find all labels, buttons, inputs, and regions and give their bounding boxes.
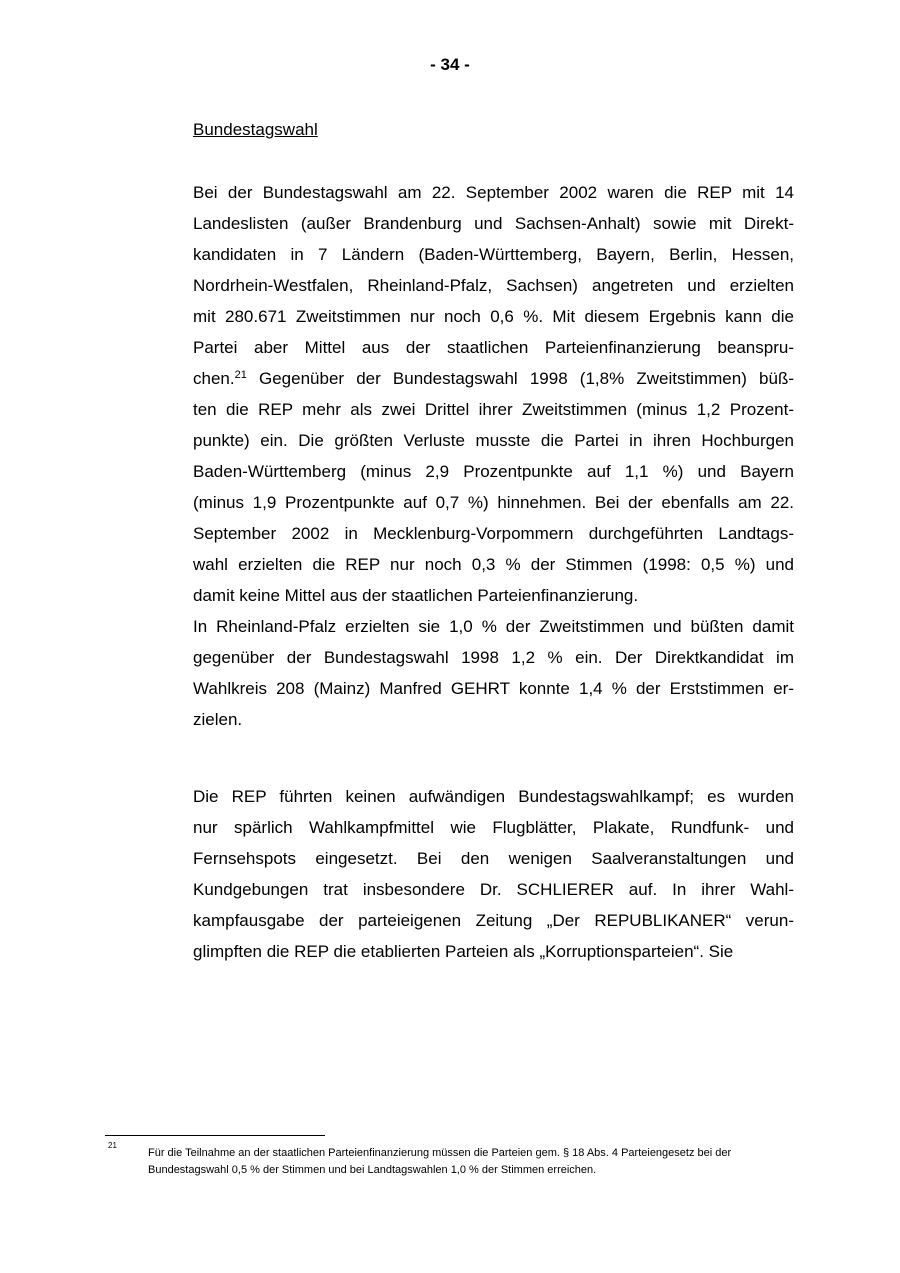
text-line: damit keine Mittel aus der staatlichen Parteienfinanzierung. bbox=[193, 586, 639, 605]
text-line: Partei aber Mittel aus der staatlichen Parteienfinanzierung beanspru- bbox=[193, 338, 794, 357]
text-line: (minus 1,9 Prozentpunkte auf 0,7 %) hinnehmen. Bei der ebenfalls am 22. bbox=[193, 493, 794, 512]
text-line: Fernsehspots eingesetzt. Bei den wenigen Saalveranstaltungen und bbox=[193, 849, 794, 868]
text-line-with-footnote bbox=[193, 363, 794, 394]
footnote-text bbox=[148, 1145, 796, 1179]
paragraph-election-results bbox=[193, 177, 794, 735]
text-line: Die REP führten keinen aufwändigen Bundestagswahlkampf; es wurden bbox=[193, 787, 794, 806]
text-line: Landeslisten (außer Brandenburg und Sachsen-Anhalt) sowie mit Direkt- bbox=[193, 214, 794, 233]
text-line: In Rheinland-Pfalz erzielten sie 1,0 % der Zweitstimmen und büßten damit bbox=[193, 617, 794, 636]
section-heading: Bundestagswahl bbox=[193, 120, 318, 139]
text-line: Kundgebungen trat insbesondere Dr. SCHLIERER auf. In ihrer Wahl- bbox=[193, 880, 794, 899]
text-line: Baden-Württemberg (minus 2,9 Prozentpunkte auf 1,1 %) und Bayern bbox=[193, 462, 794, 481]
footnote-line: Für die Teilnahme an der staatlichen Parteienfinanzierung müssen die Parteien gem. § 18 Abs. 4 Parteiengesetz bei der bbox=[148, 1147, 732, 1159]
text-line: September 2002 in Mecklenburg-Vorpommern durchgeführten Landtags- bbox=[193, 524, 794, 543]
text-line: punkte) ein. Die größten Verluste musste die Partei in ihren Hochburgen bbox=[193, 431, 794, 450]
text-line: mit 280.671 Zweitstimmen nur noch 0,6 %. Mit diesem Ergebnis kann die bbox=[193, 307, 794, 326]
text-line: kandidaten in 7 Ländern (Baden-Württemberg, Bayern, Berlin, Hessen, bbox=[193, 245, 794, 264]
text-line: Wahlkreis 208 (Mainz) Manfred GEHRT konnte 1,4 % der Erststimmen er- bbox=[193, 679, 794, 698]
text-fragment: chen. bbox=[193, 369, 235, 388]
text-line: Bei der Bundestagswahl am 22. September 2002 waren die REP mit 14 bbox=[193, 183, 794, 202]
paragraph-campaign bbox=[193, 781, 794, 967]
text-fragment: Gegenüber der Bundestagswahl 1998 (1,8% Zweitstimmen) büß- bbox=[246, 369, 794, 388]
text-line: ten die REP mehr als zwei Drittel ihrer Zweitstimmen (minus 1,2 Prozent- bbox=[193, 400, 794, 419]
footnote-separator bbox=[105, 1135, 325, 1136]
page-number: - 34 - bbox=[430, 55, 470, 74]
footnote-reference[interactable]: 21 bbox=[234, 369, 247, 381]
text-line: nur spärlich Wahlkampfmittel wie Flugblätter, Plakate, Rundfunk- und bbox=[193, 818, 794, 837]
footnote-line: Bundestagswahl 0,5 % der Stimmen und bei Landtagswahlen 1,0 % der Stimmen erreichen. bbox=[148, 1164, 597, 1176]
footnote-marker: 21 bbox=[108, 1141, 117, 1150]
text-line: gegenüber der Bundestagswahl 1998 1,2 % ein. Der Direktkandidat im bbox=[193, 648, 794, 667]
text-line: glimpften die REP die etablierten Parteien als „Korruptionsparteien“. Sie bbox=[193, 942, 734, 961]
text-line: zielen. bbox=[193, 710, 243, 729]
text-line: Nordrhein-Westfalen, Rheinland-Pfalz, Sachsen) angetreten und erzielten bbox=[193, 276, 794, 295]
text-line: wahl erzielten die REP nur noch 0,3 % der Stimmen (1998: 0,5 %) und bbox=[193, 555, 794, 574]
text-line: kampfausgabe der parteieigenen Zeitung „Der REPUBLIKANER“ verun- bbox=[193, 911, 794, 930]
